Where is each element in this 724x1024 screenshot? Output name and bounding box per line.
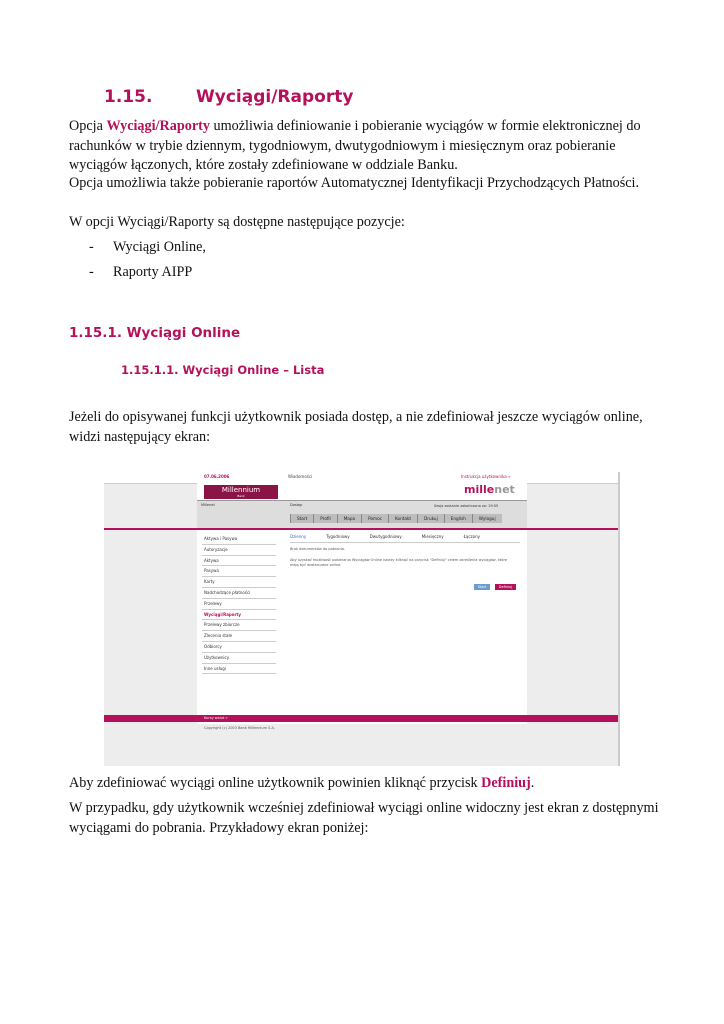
intro-paragraph-1: Opcja Wyciągi/Raporty umożliwia definiowanie i pobieranie wyciągów w formie elektronicznej do rachunków w trybie dziennym, tygodniowym, dwutygodniowym i miesięcznym oraz pobieranie wyciągów łączonych, które zostały zdefiniowane w oddziale Banku. (69, 118, 641, 173)
list-item: - Raporty AIPP (89, 264, 193, 280)
subtab-biweekly: Dwutygodniowy (369, 534, 402, 539)
access-label: Dostęp (290, 503, 303, 507)
start-button: Start (474, 584, 490, 590)
subtab-combined: Łączony (463, 534, 480, 539)
section-heading (104, 87, 353, 107)
date-text: 07.06.2006 (204, 474, 230, 479)
body-paragraph-6: W przypadku, gdy użytkownik wcześniej zdefiniował wyciągi online widoczny jest ekran z dostępnymi wyciągami do pobrania. Przykładowy ekran poniżej: (69, 800, 659, 836)
menu-item: Zlecenia stałe (202, 631, 276, 642)
menu-item: Użytkownicy (202, 653, 276, 664)
subtab-monthly: Miesięczny (421, 534, 444, 539)
menu-item: Pasywa (202, 566, 276, 577)
tab-profile: Profil (313, 514, 336, 523)
tab-map: Mapa (337, 514, 361, 523)
copyright-text: Copyright (c) 2003 Bank Millennium S.A. (204, 726, 275, 730)
menu-item: Autoryzacje (202, 545, 276, 556)
body-paragraph-4: Jeżeli do opisywanej funkcji użytkownik posiada dostęp, a nie zdefiniował jeszcze wyciągów online, widzi następujący ekran: (69, 409, 643, 445)
menu-item: Inne usługi (202, 664, 276, 675)
subtab-weekly: Tygodniowy (326, 534, 350, 539)
tab-contact: Kontakt (388, 514, 417, 523)
section-title: Wyciągi/Raporty (196, 87, 354, 107)
subtab-daily: Dzienny (290, 534, 307, 539)
millenet-logo: millenet (464, 483, 515, 496)
menu-item: Aktywa (202, 556, 276, 567)
messages-link: Wiadomości (288, 474, 313, 479)
statement-type-tabs (290, 534, 520, 543)
menu-item: Aktywa i Pasywa (202, 534, 276, 545)
intro-paragraph-3: W opcji Wyciągi/Raporty są dostępne następujące pozycje: (69, 214, 405, 230)
define-highlight: Definiuj (481, 775, 531, 791)
subsubsection-heading: 1.15.1.1. Wyciągi Online – Lista (121, 363, 325, 377)
body-paragraph-5: Aby zdefiniować wyciągi online użytkownik powinien kliknąć przycisk Definiuj. (69, 775, 535, 791)
tab-print: Drukuj (417, 514, 444, 523)
embedded-screenshot (104, 472, 620, 766)
top-tabs (290, 514, 502, 523)
option-name-highlight: Wyciągi/Raporty (106, 118, 210, 134)
user-name: Millenet (201, 503, 215, 507)
instructions-link: Instrukcja użytkownika » (461, 474, 511, 479)
intro-paragraph-2: Opcja umożliwia także pobieranie raportów Automatycznej Identyfikacji Przychodzących Płatności. (69, 175, 640, 191)
list-item: - Wyciągi Online, (89, 239, 206, 255)
scrollbar (618, 472, 620, 766)
menu-item: Karty (202, 577, 276, 588)
hint-message: Aby uzyskać możliwość pobierania Wyciągów Online należy kliknąć na przycisk "Definiuj" celem określenia wyciągów, które mają być dostarczane online. (290, 558, 507, 567)
footer-bar: Kursy walut » (104, 715, 620, 722)
menu-item-active: Wyciągi/Raporty (202, 610, 276, 621)
side-menu (202, 534, 276, 674)
define-button: Definiuj (495, 584, 516, 590)
tab-english: English (444, 514, 472, 523)
subsection-heading: 1.15.1. Wyciągi Online (69, 325, 241, 341)
menu-item: Przelewy zbiorcze (202, 620, 276, 631)
session-timer: Sesja zostanie zakończona za: 19:55 (434, 504, 499, 508)
menu-item: Przelewy (202, 599, 276, 610)
menu-item: Nadchodzące płatności (202, 588, 276, 599)
section-number: 1.15. (104, 87, 153, 107)
menu-item: Odbiorcy (202, 642, 276, 653)
empty-message: Brak dokumentów do pobrania. (290, 547, 345, 551)
tab-logout: Wyloguj (472, 514, 502, 523)
tab-start: Start (290, 514, 313, 523)
tab-help: Pomoc (361, 514, 388, 523)
millennium-logo: Millennium Bank (204, 485, 278, 499)
